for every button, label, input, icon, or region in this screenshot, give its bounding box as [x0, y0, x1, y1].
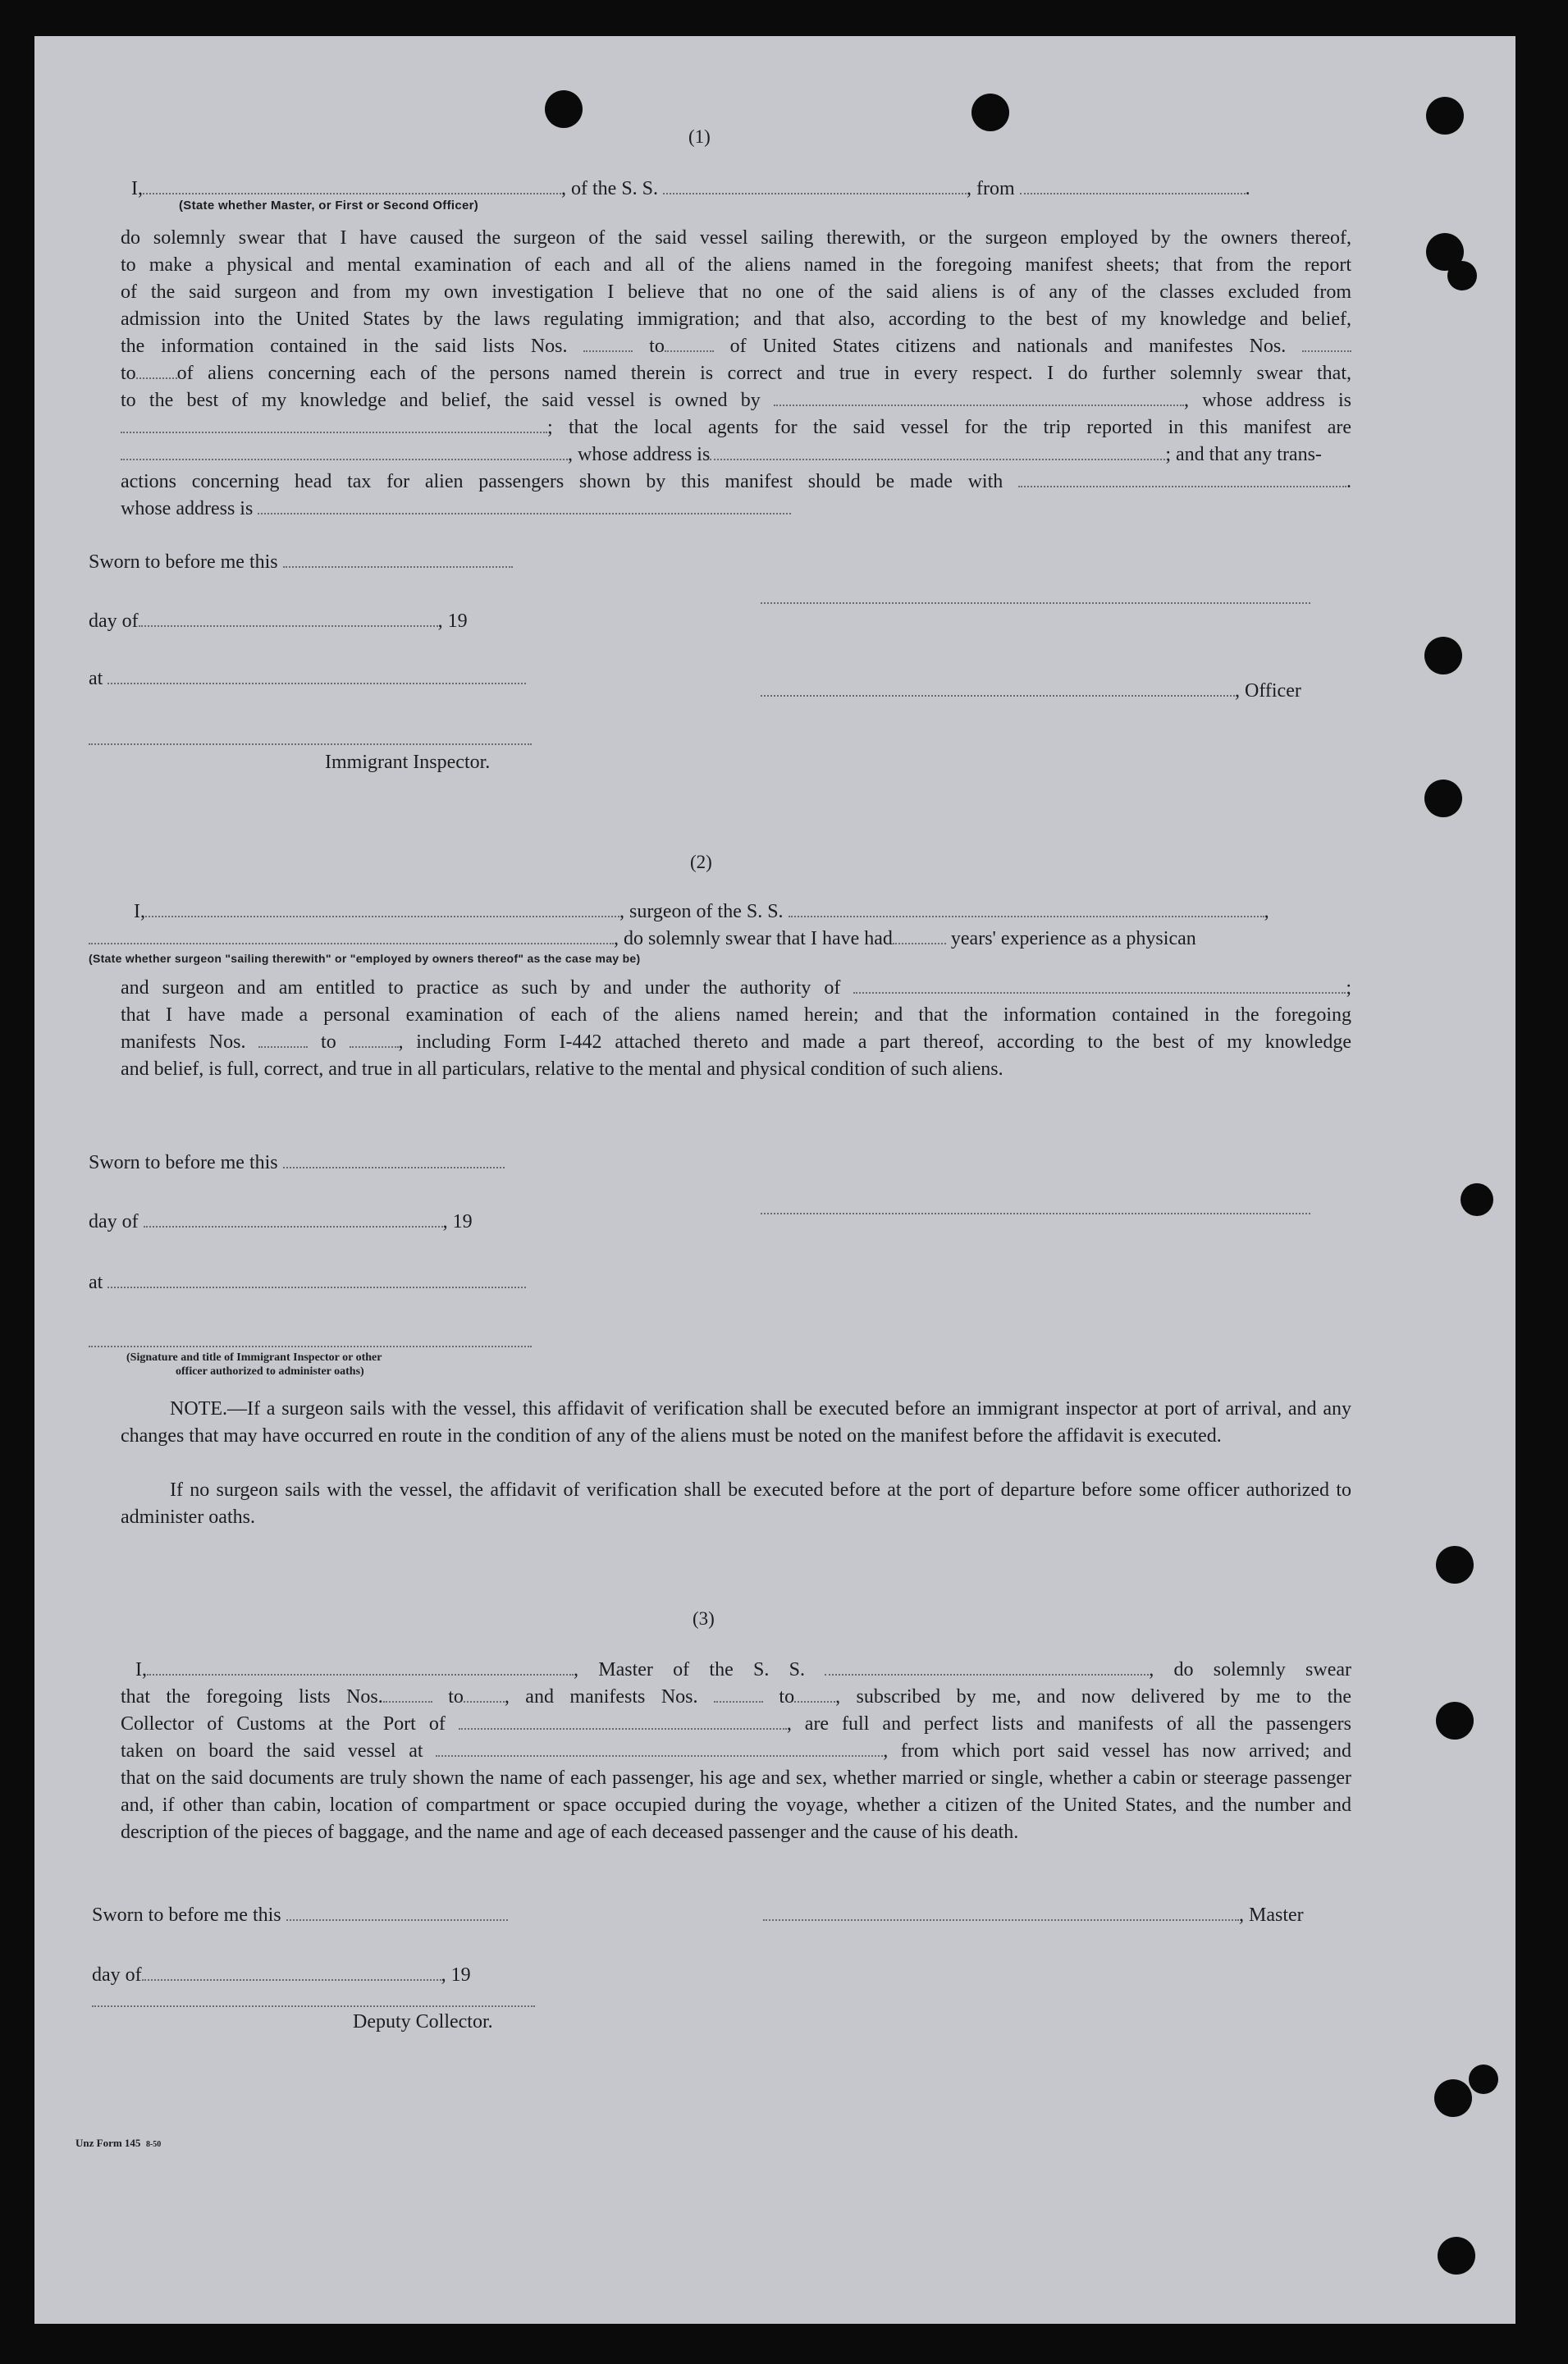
note-paragraph: NOTE.—If a surgeon sails with the vessel, this affidavit of verification shall be executed before an immigrant inspector at port of arrival, and any changes that may have occurred en route in the condition of any of the aliens must be noted on the manifest before the affidavit is executed.: [121, 1398, 1351, 1447]
sworn-label: Sworn to before me this: [89, 1152, 505, 1174]
place-field[interactable]: [107, 1272, 526, 1288]
para-line: to of aliens concerning each of the persons named therein is correct and true in every respect. I do further solemnly swear that,: [121, 363, 1351, 384]
para-line: to the best of my knowledge and belief, the said vessel is owned by , whose address is: [121, 390, 1351, 411]
master-name-field[interactable]: [143, 178, 561, 194]
label: .: [1245, 178, 1250, 199]
para-line: the information contained in the said lists Nos. to of United States citizens and nationals and manifestes Nos.: [121, 333, 1351, 360]
para-line: of the said surgeon and from my own investigation I believe that no one of the said aliens is of any of the classes excluded from: [121, 281, 1351, 303]
para-line: manifests Nos. to , including Form I-442 attached thereto and made a part thereof, according to the best of my knowledge: [121, 1031, 1352, 1053]
para-line: to make a physical and mental examination of each and all of the aliens named in the foregoing manifest sheets; that from the report: [121, 254, 1351, 276]
master-signature-field[interactable]: [763, 1904, 1239, 1921]
vessel-name-field[interactable]: [663, 178, 967, 194]
agents-address-field[interactable]: [710, 444, 1165, 460]
place-field[interactable]: [107, 668, 526, 684]
officer-signature-field[interactable]: [761, 680, 1235, 697]
punch-hole: [1434, 2079, 1472, 2117]
para-line: whose address is: [121, 496, 791, 523]
para-line: do solemnly swear that I have caused the surgeon of the said vessel sailing therewith, or the surgeon employed by the owners thereof,: [121, 227, 1351, 249]
sworn-day-field[interactable]: [286, 1904, 508, 1921]
dayof-label: day of , 19: [92, 1964, 471, 1986]
para-line: admission into the United States by the laws regulating immigration; and that also, according to the best of my knowledge and belief,: [121, 309, 1351, 330]
punch-hole: [1436, 1702, 1474, 1740]
list-no-field[interactable]: [665, 336, 714, 352]
manifest-no-field[interactable]: [350, 1031, 399, 1048]
manifest-no-field[interactable]: [794, 1686, 835, 1703]
note-paragraph: If no surgeon sails with the vessel, the affidavit of verification shall be executed before at the port of departure before some officer authorized to administer oaths.: [121, 1479, 1351, 1528]
punch-hole: [1447, 261, 1477, 290]
para-line: and surgeon and am entitled to practice as such by and under the authority of ;: [121, 977, 1352, 999]
punch-hole: [1469, 2064, 1498, 2094]
agents-field[interactable]: [121, 444, 568, 460]
section2-line2: , do solemnly swear that I have had years' experience as a physican: [89, 928, 1196, 950]
officer-note: (State whether Master, or First or Second Officer): [179, 199, 479, 213]
owner-field[interactable]: [774, 390, 1184, 406]
officer-label: , Officer: [761, 680, 1301, 702]
dayof-label: day of , 19: [89, 610, 468, 632]
punch-hole: [971, 94, 1009, 131]
signature-line[interactable]: [89, 1346, 532, 1347]
para-line: actions concerning head tax for alien passengers shown by this manifest should be made with .: [121, 471, 1352, 492]
sworn-label: Sworn to before me this: [89, 551, 513, 574]
month-field[interactable]: [144, 1211, 443, 1228]
owner-address-field[interactable]: [121, 417, 547, 433]
signature-line[interactable]: [761, 1213, 1310, 1214]
month-field[interactable]: [142, 1964, 441, 1981]
list-no-field[interactable]: [583, 336, 633, 352]
para-line: taken on board the said vessel at , from which port said vessel has now arrived; and: [121, 1740, 1352, 1762]
sworn-day-field[interactable]: [283, 551, 513, 568]
para-line: that the foregoing lists Nos. to , and manifests Nos. to , subscribed by me, and now delivered by me to the: [121, 1686, 1352, 1708]
head-tax-address-field[interactable]: [258, 498, 791, 514]
dayof-label: day of , 19: [89, 1211, 473, 1232]
surgeon-name-field[interactable]: [145, 901, 619, 917]
section1-heading: (1): [688, 126, 711, 147]
punch-hole: [1426, 97, 1464, 135]
manifest-no-field[interactable]: [258, 1031, 308, 1048]
section3-line1: I, , Master of the S. S. , do solemnly swear: [135, 1659, 1352, 1680]
para-line: and belief, is full, correct, and true in all particulars, relative to the mental and physical condition of such aliens.: [121, 1059, 1003, 1080]
master-label: , Master: [763, 1904, 1304, 1927]
punch-hole: [1436, 1546, 1474, 1584]
surgeon-note: (State whether surgeon "sailing therewith" or "employed by owners thereof" as the case may be): [89, 952, 641, 965]
deputy-line[interactable]: [92, 2005, 535, 2007]
para-line: , whose address is ; and that any trans-: [121, 441, 1322, 469]
list-no-field[interactable]: [464, 1686, 505, 1703]
month-field[interactable]: [139, 610, 438, 627]
punch-hole: [1461, 1183, 1493, 1216]
punch-hole: [1424, 780, 1462, 817]
para-line: that I have made a personal examination of each of the aliens named herein; and that the information contained in the foregoing: [121, 1004, 1351, 1026]
section2-line1: I, , surgeon of the S. S. ,: [134, 901, 1269, 922]
section3-heading: (3): [693, 1608, 715, 1629]
para-line: ; that the local agents for the said vessel for the trip reported in this manifest are: [121, 414, 1351, 441]
at-label: at: [89, 668, 526, 690]
label: , of the S. S.: [561, 178, 659, 199]
sworn-label: Sworn to before me this: [92, 1904, 508, 1927]
sworn-day-field[interactable]: [283, 1152, 505, 1168]
list-no-field[interactable]: [383, 1686, 432, 1703]
vessel-name-field[interactable]: [789, 901, 1264, 917]
section3-paragraph: that on the said documents are truly shown the name of each passenger, his age and sex, whether married or single, whether a cabin or steerage passenger and, if other than cabin, location of compartment or space occupied during the voyage, whether a citizen of the United States, and the number and description of the pieces of baggage, and the name and age of each deceased passenger and the cause of his death.: [121, 1767, 1351, 1843]
signature-caption: officer authorized to administer oaths): [176, 1365, 364, 1378]
label: , from: [967, 178, 1015, 199]
surgeon-status-field[interactable]: [89, 928, 614, 944]
vessel-name-field[interactable]: [825, 1659, 1149, 1676]
inspector-line[interactable]: [89, 743, 532, 745]
form-number: Unz Form 145 8-50: [75, 2137, 162, 2149]
departure-port-field[interactable]: [436, 1740, 883, 1757]
years-field[interactable]: [893, 928, 946, 944]
manifest-no-field[interactable]: [136, 363, 177, 379]
from-port-field[interactable]: [1020, 178, 1246, 194]
punch-hole: [1424, 637, 1462, 674]
section2-heading: (2): [690, 852, 712, 872]
label: I,: [131, 178, 143, 199]
para-line: Collector of Customs at the Port of , are full and perfect lists and manifests of all the passengers: [121, 1713, 1352, 1735]
port-field[interactable]: [459, 1713, 787, 1730]
master-name-field[interactable]: [147, 1659, 574, 1676]
inspector-label: Immigrant Inspector.: [325, 752, 491, 773]
punch-hole: [1438, 2237, 1475, 2275]
signature-line[interactable]: [761, 602, 1310, 604]
manifest-no-field[interactable]: [1302, 336, 1351, 352]
head-tax-field[interactable]: [1018, 471, 1346, 487]
form-sheet: [34, 36, 1515, 2324]
authority-field[interactable]: [853, 977, 1346, 994]
at-label: at: [89, 1272, 526, 1294]
deputy-label: Deputy Collector.: [353, 2011, 493, 2032]
manifest-no-field[interactable]: [714, 1686, 763, 1703]
punch-hole: [545, 90, 583, 128]
signature-caption: (Signature and title of Immigrant Inspector or other: [126, 1351, 382, 1364]
